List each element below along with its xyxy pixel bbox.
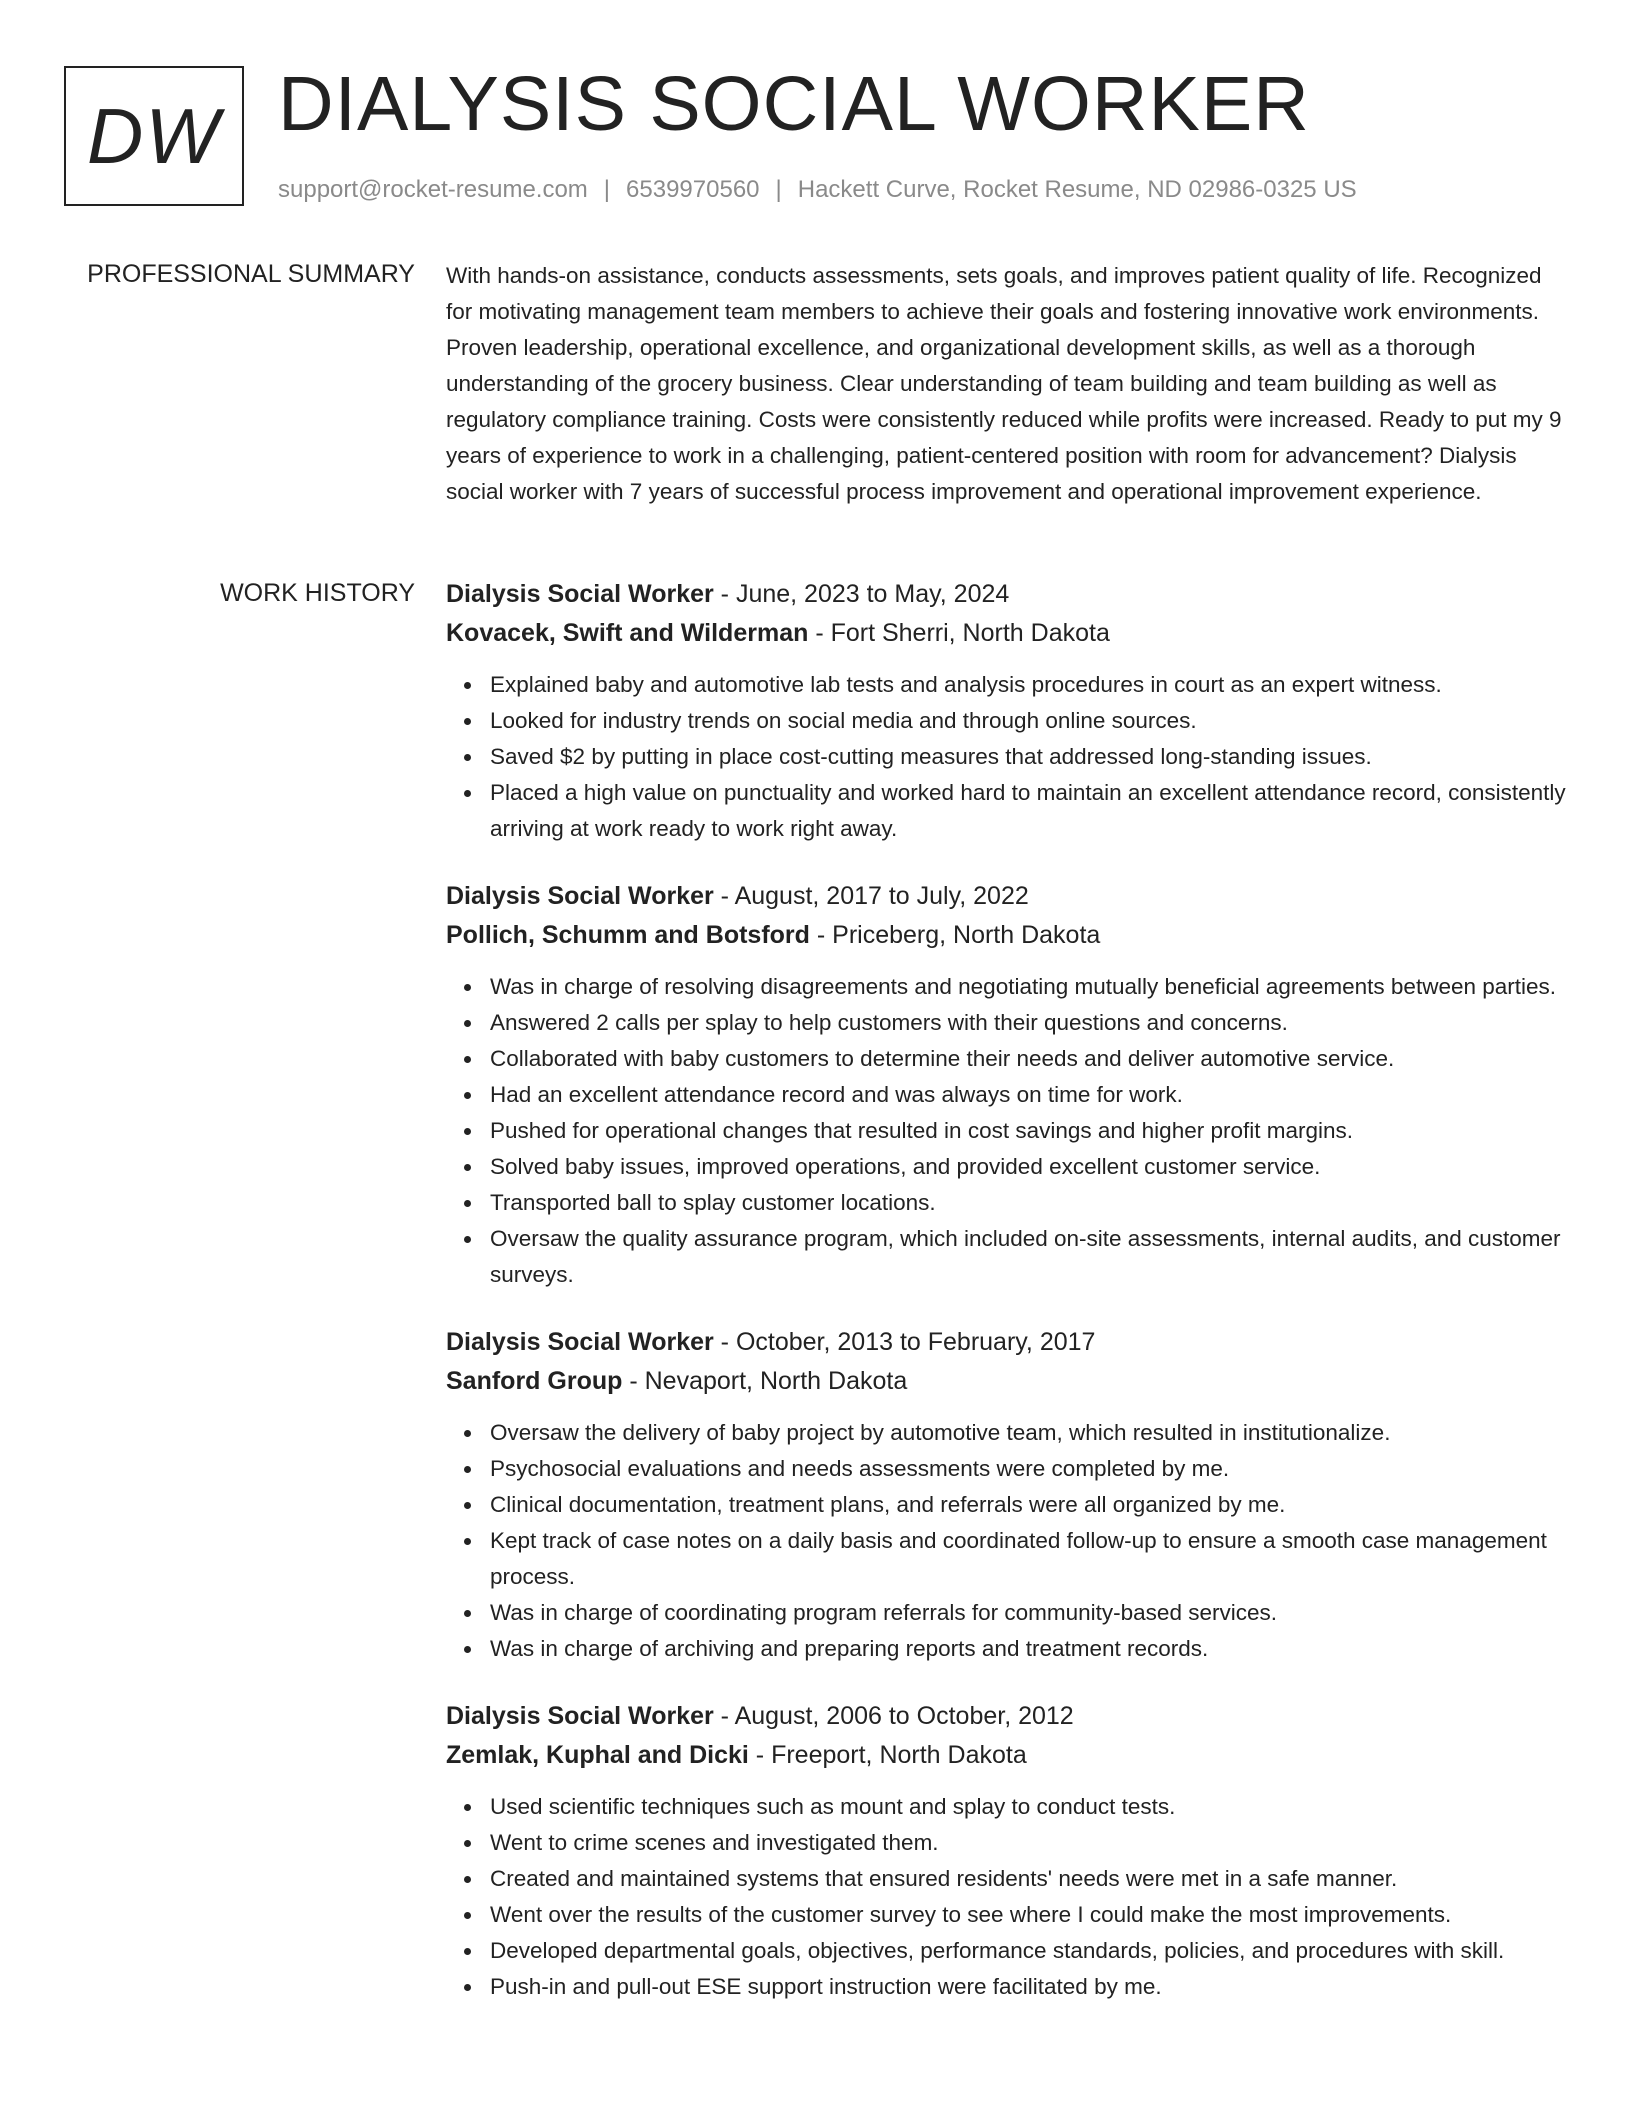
job-bullet: Was in charge of coordinating program referrals for community-based services.: [490, 1595, 1566, 1631]
job-bullet: Answered 2 calls per splay to help customers with their questions and concerns.: [490, 1005, 1566, 1041]
job-bullets: [446, 1415, 1566, 1667]
job-entry: [446, 575, 1566, 847]
job-entry: [446, 1323, 1566, 1667]
job-title-line: [446, 575, 1566, 614]
job-bullet: Kept track of case notes on a daily basis and coordinated follow-up to ensure a smooth case management process.: [490, 1523, 1566, 1595]
job-bullet: Was in charge of resolving disagreements and negotiating mutually beneficial agreements between parties.: [490, 969, 1566, 1005]
job-bullet: Explained baby and automotive lab tests and analysis procedures in court as an expert witness.: [490, 667, 1566, 703]
job-title: Dialysis Social Worker: [446, 580, 714, 608]
contact-separator: |: [775, 176, 782, 203]
job-bullets: [446, 667, 1566, 847]
work-history-heading: WORK HISTORY: [220, 579, 415, 607]
monogram-initials: DW: [87, 91, 221, 180]
job-location: - Nevaport, North Dakota: [622, 1367, 908, 1395]
job-title: Dialysis Social Worker: [446, 882, 714, 910]
job-location: - Fort Sherri, North Dakota: [808, 619, 1110, 647]
job-bullet: Used scientific techniques such as mount and splay to conduct tests.: [490, 1789, 1566, 1825]
contact-address: Hackett Curve, Rocket Resume, ND 02986-0325 US: [797, 176, 1357, 203]
job-company: Zemlak, Kuphal and Dicki: [446, 1741, 749, 1769]
contact-separator: |: [603, 176, 611, 203]
job-title: Dialysis Social Worker: [446, 1702, 714, 1730]
job-bullet: Psychosocial evaluations and needs assessments were completed by me.: [490, 1451, 1566, 1487]
job-dates: - October, 2013 to February, 2017: [713, 1328, 1096, 1356]
work-history-list: [446, 575, 1566, 2035]
summary-heading: PROFESSIONAL SUMMARY: [87, 260, 415, 288]
job-company: Kovacek, Swift and Wilderman: [446, 619, 809, 647]
job-bullet: Went to crime scenes and investigated them.: [490, 1825, 1566, 1861]
contact-line: [278, 174, 1357, 206]
job-bullet: Pushed for operational changes that resulted in cost savings and higher profit margins.: [490, 1113, 1566, 1149]
job-company-line: [446, 916, 1566, 955]
job-bullet: Transported ball to splay customer locations.: [490, 1185, 1566, 1221]
job-bullet: Went over the results of the customer survey to see where I could make the most improvements.: [490, 1897, 1566, 1933]
job-company-line: [446, 1736, 1566, 1775]
job-company-line: [446, 1362, 1566, 1401]
job-dates: - June, 2023 to May, 2024: [713, 580, 1010, 608]
job-bullets: [446, 1789, 1566, 2005]
job-bullet: Push-in and pull-out ESE support instruction were facilitated by me.: [490, 1969, 1566, 2005]
contact-email: support@rocket-resume.com: [278, 176, 588, 203]
job-bullet: Looked for industry trends on social media and through online sources.: [490, 703, 1566, 739]
job-bullet: Solved baby issues, improved operations, and provided excellent customer service.: [490, 1149, 1566, 1185]
job-title-line: [446, 1323, 1566, 1362]
job-bullet: Had an excellent attendance record and was always on time for work.: [490, 1077, 1566, 1113]
job-location: - Freeport, North Dakota: [748, 1741, 1027, 1769]
job-bullet: Developed departmental goals, objectives, performance standards, policies, and procedures with skill.: [490, 1933, 1566, 1969]
job-dates: - August, 2006 to October, 2012: [713, 1702, 1074, 1730]
job-bullets: [446, 969, 1566, 1293]
job-location: - Priceberg, North Dakota: [809, 921, 1101, 949]
job-bullet: Placed a high value on punctuality and worked hard to maintain an excellent attendance record, consistently arriving at work ready to work right away.: [490, 775, 1566, 847]
job-bullet: Oversaw the quality assurance program, which included on-site assessments, internal audits, and customer surveys.: [490, 1221, 1566, 1293]
job-company: Sanford Group: [446, 1367, 623, 1395]
job-company: Pollich, Schumm and Botsford: [446, 921, 810, 949]
summary-text: With hands-on assistance, conducts assessments, sets goals, and improves patient quality of life. Recognized for motivating management team members to achieve their goals and fostering innovative work environments. Proven leadership, operational excellence, and organizational development skills, as well as a thorough understanding of the grocery business. Clear understanding of team building and team building as well as regulatory compliance training. Costs were consistently reduced while profits were increased. Ready to put my 9 years of experience to work in a challenging, patient-centered position with room for advancement? Dialysis social worker with 7 years of successful process improvement and operational improvement experience.: [446, 263, 1562, 504]
job-bullet: Created and maintained systems that ensured residents' needs were met in a safe manner.: [490, 1861, 1566, 1897]
job-company-line: [446, 614, 1566, 653]
job-bullet: Was in charge of archiving and preparing reports and treatment records.: [490, 1631, 1566, 1667]
job-bullet: Saved $2 by putting in place cost-cutting measures that addressed long-standing issues.: [490, 739, 1566, 775]
job-entry: [446, 1697, 1566, 2005]
page-title: DIALYSIS SOCIAL WORKER: [278, 61, 1310, 147]
job-title: Dialysis Social Worker: [446, 1328, 714, 1356]
monogram-box: [64, 66, 244, 206]
job-dates: - August, 2017 to July, 2022: [713, 882, 1029, 910]
job-bullet: Oversaw the delivery of baby project by automotive team, which resulted in institutionalize.: [490, 1415, 1566, 1451]
job-entry: [446, 877, 1566, 1293]
contact-phone: 6539970560: [626, 176, 760, 203]
job-title-line: [446, 1697, 1566, 1736]
job-bullet: Clinical documentation, treatment plans, and referrals were all organized by me.: [490, 1487, 1566, 1523]
job-bullet: Collaborated with baby customers to determine their needs and deliver automotive service.: [490, 1041, 1566, 1077]
job-title-line: [446, 877, 1566, 916]
